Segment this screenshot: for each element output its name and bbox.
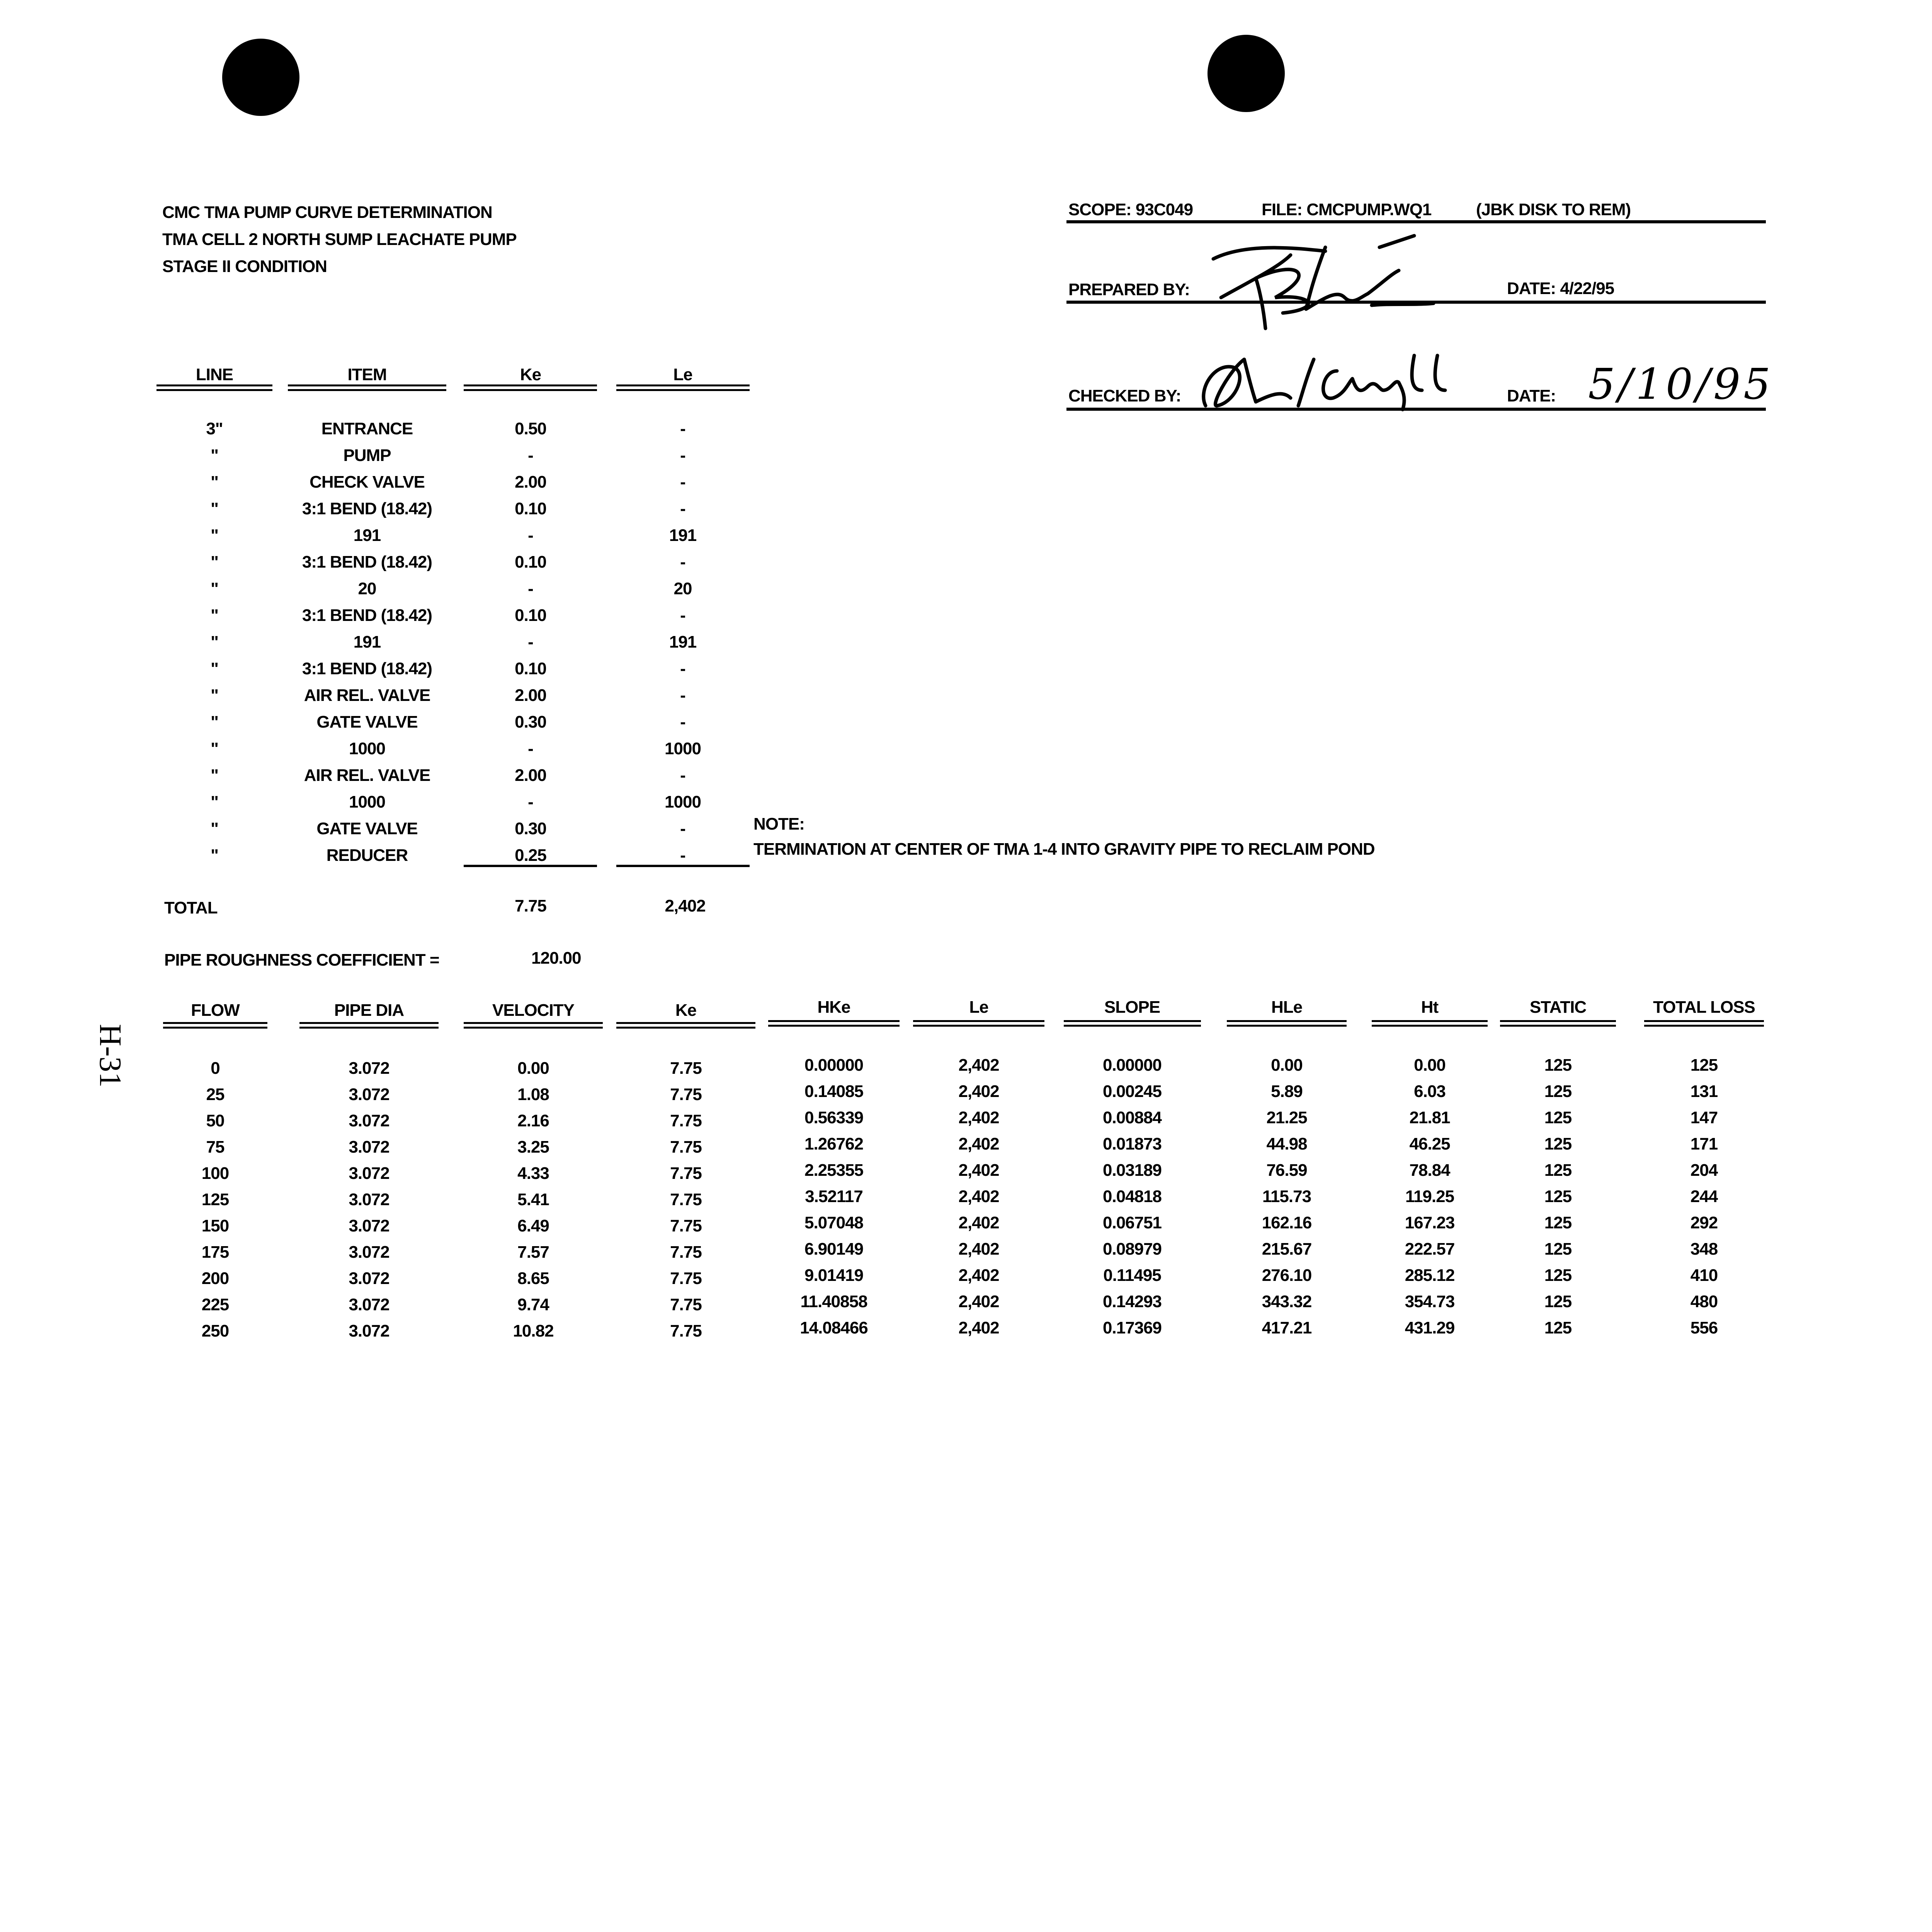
items-cell-le: - (680, 686, 685, 705)
flow-header-total-loss: TOTAL LOSS (1653, 998, 1755, 1017)
flow-header-rule-le (913, 1020, 1044, 1027)
flow-cell-total-loss: 292 (1690, 1213, 1718, 1232)
items-cell-item: PUMP (343, 446, 391, 465)
items-cell-line: " (211, 686, 218, 705)
flow-cell-velocity: 5.41 (517, 1190, 549, 1209)
flow-cell-velocity: 6.49 (517, 1216, 549, 1235)
items-cell-item: AIR REL. VALVE (304, 686, 430, 705)
flow-cell-flow: 25 (206, 1085, 224, 1104)
items-cell-line: " (211, 633, 218, 651)
items-cell-line: " (211, 713, 218, 731)
flow-cell-pipe-dia: 3.072 (349, 1243, 389, 1262)
flow-header-rule-hke (768, 1020, 900, 1027)
flow-header-rule-ke (616, 1022, 755, 1029)
items-cell-line: " (211, 499, 218, 518)
flow-cell-le: 2,402 (958, 1108, 999, 1127)
items-cell-item: 191 (353, 526, 381, 545)
items-cell-le: 20 (673, 579, 692, 598)
flow-cell-ht: 21.81 (1409, 1108, 1450, 1127)
flow-cell-le: 2,402 (958, 1240, 999, 1259)
flow-header-ht: Ht (1421, 998, 1439, 1017)
flow-cell-hke: 9.01419 (804, 1266, 864, 1285)
flow-cell-hle: 115.73 (1262, 1187, 1311, 1206)
flow-cell-flow: 50 (206, 1111, 224, 1130)
header-line-2: TMA CELL 2 NORTH SUMP LEACHATE PUMP (162, 230, 517, 249)
flow-cell-pipe-dia: 3.072 (349, 1164, 389, 1183)
flow-cell-ht: 222.57 (1405, 1240, 1455, 1259)
flow-cell-hle: 417.21 (1262, 1318, 1312, 1337)
flow-header-rule-pipe-dia (299, 1022, 439, 1029)
items-cell-ke: - (528, 633, 533, 651)
flow-cell-total-loss: 410 (1690, 1266, 1718, 1285)
flow-header-slope: SLOPE (1104, 998, 1160, 1017)
items-sum-rule-ke (464, 865, 597, 867)
flow-cell-flow: 200 (201, 1269, 229, 1288)
items-cell-le: - (680, 499, 685, 518)
items-cell-line: " (211, 446, 218, 465)
flow-cell-slope: 0.17369 (1102, 1318, 1162, 1337)
flow-cell-slope: 0.00245 (1102, 1082, 1162, 1101)
flow-cell-flow: 75 (206, 1138, 224, 1156)
flow-cell-total-loss: 147 (1690, 1108, 1718, 1127)
flow-cell-ht: 6.03 (1414, 1082, 1446, 1101)
flow-cell-flow: 125 (201, 1190, 229, 1209)
flow-cell-pipe-dia: 3.072 (349, 1216, 389, 1235)
flow-cell-ke: 7.75 (670, 1085, 702, 1104)
flow-cell-hke: 0.00000 (804, 1056, 864, 1075)
flow-cell-hle: 21.25 (1266, 1108, 1307, 1127)
flow-cell-total-loss: 125 (1690, 1056, 1718, 1075)
flow-header-hke: HKe (817, 998, 850, 1017)
flow-cell-pipe-dia: 3.072 (349, 1295, 389, 1314)
scope-rule (1066, 220, 1766, 223)
flow-cell-velocity: 3.25 (517, 1138, 549, 1156)
roughness-label: PIPE ROUGHNESS COEFFICIENT = (164, 951, 439, 969)
flow-cell-static: 125 (1544, 1292, 1572, 1311)
prepared-by-label: PREPARED BY: (1068, 280, 1190, 299)
flow-cell-hke: 14.08466 (800, 1318, 868, 1337)
note-text: TERMINATION AT CENTER OF TMA 1-4 INTO GRAVITY PIPE TO RECLAIM POND (753, 840, 1375, 859)
checked-date-label: DATE: (1507, 386, 1556, 405)
flow-cell-velocity: 2.16 (517, 1111, 549, 1130)
items-cell-le: - (680, 553, 685, 571)
flow-cell-flow: 225 (201, 1295, 229, 1314)
flow-cell-ke: 7.75 (670, 1269, 702, 1288)
flow-cell-ke: 7.75 (670, 1138, 702, 1156)
flow-cell-total-loss: 480 (1690, 1292, 1718, 1311)
checked-rule (1066, 408, 1766, 411)
flow-cell-slope: 0.01873 (1102, 1134, 1162, 1153)
items-header-line: LINE (196, 365, 233, 384)
items-cell-le: - (680, 606, 685, 625)
items-cell-ke: 0.25 (515, 846, 546, 865)
items-cell-ke: 0.10 (515, 499, 546, 518)
flow-cell-ke: 7.75 (670, 1295, 702, 1314)
items-cell-ke: - (528, 579, 533, 598)
file-label: FILE: CMCPUMP.WQ1 (1262, 200, 1432, 219)
items-cell-line: " (211, 473, 218, 492)
items-cell-line: " (211, 846, 218, 865)
flow-cell-velocity: 8.65 (517, 1269, 549, 1288)
flow-cell-velocity: 10.82 (513, 1321, 554, 1340)
flow-cell-le: 2,402 (958, 1213, 999, 1232)
flow-cell-ke: 7.75 (670, 1190, 702, 1209)
flow-cell-velocity: 9.74 (517, 1295, 549, 1314)
flow-cell-ke: 7.75 (670, 1111, 702, 1130)
flow-cell-pipe-dia: 3.072 (349, 1059, 389, 1078)
flow-cell-static: 125 (1544, 1108, 1572, 1127)
flow-cell-slope: 0.11495 (1103, 1266, 1161, 1285)
items-cell-item: 3:1 BEND (18.42) (302, 499, 432, 518)
flow-cell-le: 2,402 (958, 1266, 999, 1285)
scope-label: SCOPE: 93C049 (1068, 200, 1193, 219)
items-sum-rule-le (616, 865, 750, 867)
flow-header-rule-hle (1227, 1020, 1347, 1027)
items-header-le: Le (673, 365, 692, 384)
items-header-rule-line (156, 384, 272, 391)
flow-cell-slope: 0.00884 (1102, 1108, 1162, 1127)
total-le: 2,402 (665, 896, 706, 915)
header-line-3: STAGE II CONDITION (162, 257, 327, 276)
flow-cell-hle: 215.67 (1262, 1240, 1312, 1259)
items-cell-ke: 0.10 (515, 659, 546, 678)
flow-cell-le: 2,402 (958, 1187, 999, 1206)
prepared-by-signature (1198, 232, 1437, 332)
checked-by-signature (1190, 348, 1484, 413)
flow-cell-hke: 0.14085 (804, 1082, 864, 1101)
flow-cell-velocity: 7.57 (517, 1243, 549, 1262)
flow-header-rule-ht (1372, 1020, 1488, 1027)
items-cell-item: 191 (353, 633, 381, 651)
flow-cell-le: 2,402 (958, 1082, 999, 1101)
items-cell-le: 1000 (665, 793, 701, 811)
flow-cell-pipe-dia: 3.072 (349, 1111, 389, 1130)
items-cell-item: GATE VALVE (316, 713, 418, 731)
items-cell-line: " (211, 553, 218, 571)
header-line-1: CMC TMA PUMP CURVE DETERMINATION (162, 203, 492, 222)
flow-cell-static: 125 (1544, 1161, 1572, 1180)
flow-cell-slope: 0.00000 (1102, 1056, 1162, 1075)
flow-cell-static: 125 (1544, 1134, 1572, 1153)
flow-cell-hle: 276.10 (1262, 1266, 1312, 1285)
flow-cell-hle: 0.00 (1271, 1056, 1303, 1075)
flow-cell-ke: 7.75 (670, 1164, 702, 1183)
items-cell-le: - (680, 446, 685, 465)
flow-cell-total-loss: 131 (1690, 1082, 1718, 1101)
flow-cell-static: 125 (1544, 1266, 1572, 1285)
flow-cell-hle: 162.16 (1262, 1213, 1312, 1232)
flow-cell-le: 2,402 (958, 1161, 999, 1180)
flow-cell-static: 125 (1544, 1240, 1572, 1259)
flow-cell-velocity: 1.08 (517, 1085, 549, 1104)
flow-header-rule-static (1500, 1020, 1616, 1027)
flow-header-le: Le (969, 998, 988, 1017)
prepared-date: DATE: 4/22/95 (1507, 279, 1614, 298)
items-cell-le: 1000 (665, 739, 701, 758)
flow-cell-le: 2,402 (958, 1318, 999, 1337)
items-cell-le: - (680, 659, 685, 678)
items-cell-le: - (680, 473, 685, 492)
items-cell-line: " (211, 766, 218, 785)
items-cell-ke: - (528, 793, 533, 811)
items-cell-line: " (211, 606, 218, 625)
flow-cell-ke: 7.75 (670, 1243, 702, 1262)
flow-cell-total-loss: 556 (1690, 1318, 1718, 1337)
flow-cell-slope: 0.08979 (1102, 1240, 1162, 1259)
flow-cell-static: 125 (1544, 1318, 1572, 1337)
flow-cell-pipe-dia: 3.072 (349, 1138, 389, 1156)
items-header-rule-le (616, 384, 750, 391)
flow-cell-hke: 2.25355 (804, 1161, 864, 1180)
items-cell-ke: 0.30 (515, 713, 546, 731)
flow-cell-velocity: 0.00 (517, 1059, 549, 1078)
flow-cell-slope: 0.04818 (1102, 1187, 1162, 1206)
flow-cell-ht: 78.84 (1409, 1161, 1450, 1180)
roughness-value: 120.00 (531, 949, 581, 968)
flow-cell-ht: 285.12 (1405, 1266, 1455, 1285)
flow-cell-hke: 3.52117 (805, 1187, 863, 1206)
flow-cell-static: 125 (1544, 1056, 1572, 1075)
items-cell-le: - (680, 846, 685, 865)
flow-cell-hke: 1.26762 (804, 1134, 864, 1153)
items-cell-line: " (211, 819, 218, 838)
flow-cell-slope: 0.03189 (1102, 1161, 1162, 1180)
items-cell-item: 1000 (349, 739, 385, 758)
flow-cell-ht: 119.25 (1405, 1187, 1454, 1206)
flow-cell-pipe-dia: 3.072 (349, 1321, 389, 1340)
flow-cell-ht: 167.23 (1405, 1213, 1455, 1232)
flow-cell-le: 2,402 (958, 1134, 999, 1153)
flow-cell-slope: 0.06751 (1102, 1213, 1162, 1232)
items-header-ke: Ke (520, 365, 541, 384)
items-cell-line: " (211, 659, 218, 678)
flow-cell-flow: 0 (211, 1059, 220, 1078)
flow-cell-pipe-dia: 3.072 (349, 1085, 389, 1104)
items-cell-le: - (680, 766, 685, 785)
flow-cell-ht: 431.29 (1405, 1318, 1455, 1337)
flow-cell-total-loss: 244 (1690, 1187, 1718, 1206)
items-cell-line: " (211, 526, 218, 545)
items-cell-ke: - (528, 526, 533, 545)
items-cell-ke: 0.10 (515, 553, 546, 571)
flow-header-rule-flow (163, 1022, 267, 1029)
items-cell-ke: 2.00 (515, 766, 546, 785)
flow-header-hle: HLe (1271, 998, 1303, 1017)
flow-cell-ht: 0.00 (1414, 1056, 1446, 1075)
items-cell-ke: - (528, 446, 533, 465)
flow-cell-total-loss: 171 (1690, 1134, 1718, 1153)
items-cell-ke: 0.10 (515, 606, 546, 625)
flow-cell-ke: 7.75 (670, 1059, 702, 1078)
flow-cell-flow: 100 (201, 1164, 229, 1183)
items-cell-item: 3:1 BEND (18.42) (302, 606, 432, 625)
flow-cell-flow: 175 (201, 1243, 229, 1262)
items-cell-le: 191 (669, 526, 697, 545)
flow-cell-pipe-dia: 3.072 (349, 1269, 389, 1288)
flow-cell-pipe-dia: 3.072 (349, 1190, 389, 1209)
flow-header-flow: FLOW (191, 1001, 240, 1020)
total-label: TOTAL (164, 898, 218, 917)
page-code: H-31 (93, 1024, 127, 1088)
flow-cell-le: 2,402 (958, 1056, 999, 1075)
total-ke: 7.75 (515, 896, 546, 915)
flow-header-rule-total-loss (1644, 1020, 1764, 1027)
flow-header-velocity: VELOCITY (492, 1001, 575, 1020)
items-cell-item: ENTRANCE (321, 419, 413, 438)
items-cell-item: 3:1 BEND (18.42) (302, 553, 432, 571)
items-cell-item: GATE VALVE (316, 819, 418, 838)
items-cell-item: 20 (358, 579, 376, 598)
flow-header-ke: Ke (675, 1001, 697, 1020)
flow-cell-ke: 7.75 (670, 1321, 702, 1340)
items-header-item: ITEM (347, 365, 387, 384)
flow-cell-hle: 76.59 (1266, 1161, 1307, 1180)
items-cell-item: 1000 (349, 793, 385, 811)
flow-cell-hke: 6.90149 (804, 1240, 864, 1259)
flow-cell-le: 2,402 (958, 1292, 999, 1311)
items-cell-ke: - (528, 739, 533, 758)
items-cell-ke: 2.00 (515, 473, 546, 492)
binder-hole-center (1208, 35, 1285, 112)
items-cell-line: 3" (206, 419, 223, 438)
flow-cell-total-loss: 348 (1690, 1240, 1718, 1259)
flow-cell-ke: 7.75 (670, 1216, 702, 1235)
flow-cell-ht: 354.73 (1405, 1292, 1455, 1311)
items-cell-item: REDUCER (326, 846, 408, 865)
binder-hole-left (222, 39, 299, 116)
prepared-rule (1066, 301, 1766, 304)
checked-by-label: CHECKED BY: (1068, 386, 1181, 405)
note-label: NOTE: (753, 815, 804, 833)
flow-header-rule-slope (1064, 1020, 1201, 1027)
flow-cell-hle: 5.89 (1271, 1082, 1303, 1101)
items-cell-le: - (680, 713, 685, 731)
items-cell-le: - (680, 419, 685, 438)
items-header-rule-ke (464, 384, 597, 391)
flow-cell-flow: 150 (201, 1216, 229, 1235)
flow-cell-velocity: 4.33 (517, 1164, 549, 1183)
items-cell-ke: 0.30 (515, 819, 546, 838)
flow-cell-ht: 46.25 (1409, 1134, 1450, 1153)
flow-cell-hle: 343.32 (1262, 1292, 1312, 1311)
items-cell-item: AIR REL. VALVE (304, 766, 430, 785)
flow-cell-slope: 0.14293 (1102, 1292, 1162, 1311)
flow-cell-total-loss: 204 (1690, 1161, 1718, 1180)
flow-header-pipe-dia: PIPE DIA (334, 1001, 404, 1020)
items-cell-le: 191 (669, 633, 697, 651)
flow-cell-static: 125 (1544, 1187, 1572, 1206)
items-cell-line: " (211, 739, 218, 758)
items-cell-le: - (680, 819, 685, 838)
flow-cell-static: 125 (1544, 1082, 1572, 1101)
items-cell-line: " (211, 793, 218, 811)
flow-cell-hke: 11.40858 (800, 1292, 867, 1311)
flow-header-static: STATIC (1529, 998, 1587, 1017)
items-header-rule-item (288, 384, 446, 391)
flow-header-rule-velocity (464, 1022, 603, 1029)
checked-date-handwritten: 5/10/95 (1588, 359, 1774, 409)
items-cell-line: " (211, 579, 218, 598)
items-cell-item: 3:1 BEND (18.42) (302, 659, 432, 678)
items-cell-ke: 0.50 (515, 419, 546, 438)
items-cell-ke: 2.00 (515, 686, 546, 705)
flow-cell-flow: 250 (201, 1321, 229, 1340)
disk-label: (JBK DISK TO REM) (1476, 200, 1631, 219)
items-cell-item: CHECK VALVE (310, 473, 425, 492)
flow-cell-hke: 5.07048 (804, 1213, 864, 1232)
flow-cell-hle: 44.98 (1266, 1134, 1307, 1153)
flow-cell-static: 125 (1544, 1213, 1572, 1232)
flow-cell-hke: 0.56339 (804, 1108, 864, 1127)
